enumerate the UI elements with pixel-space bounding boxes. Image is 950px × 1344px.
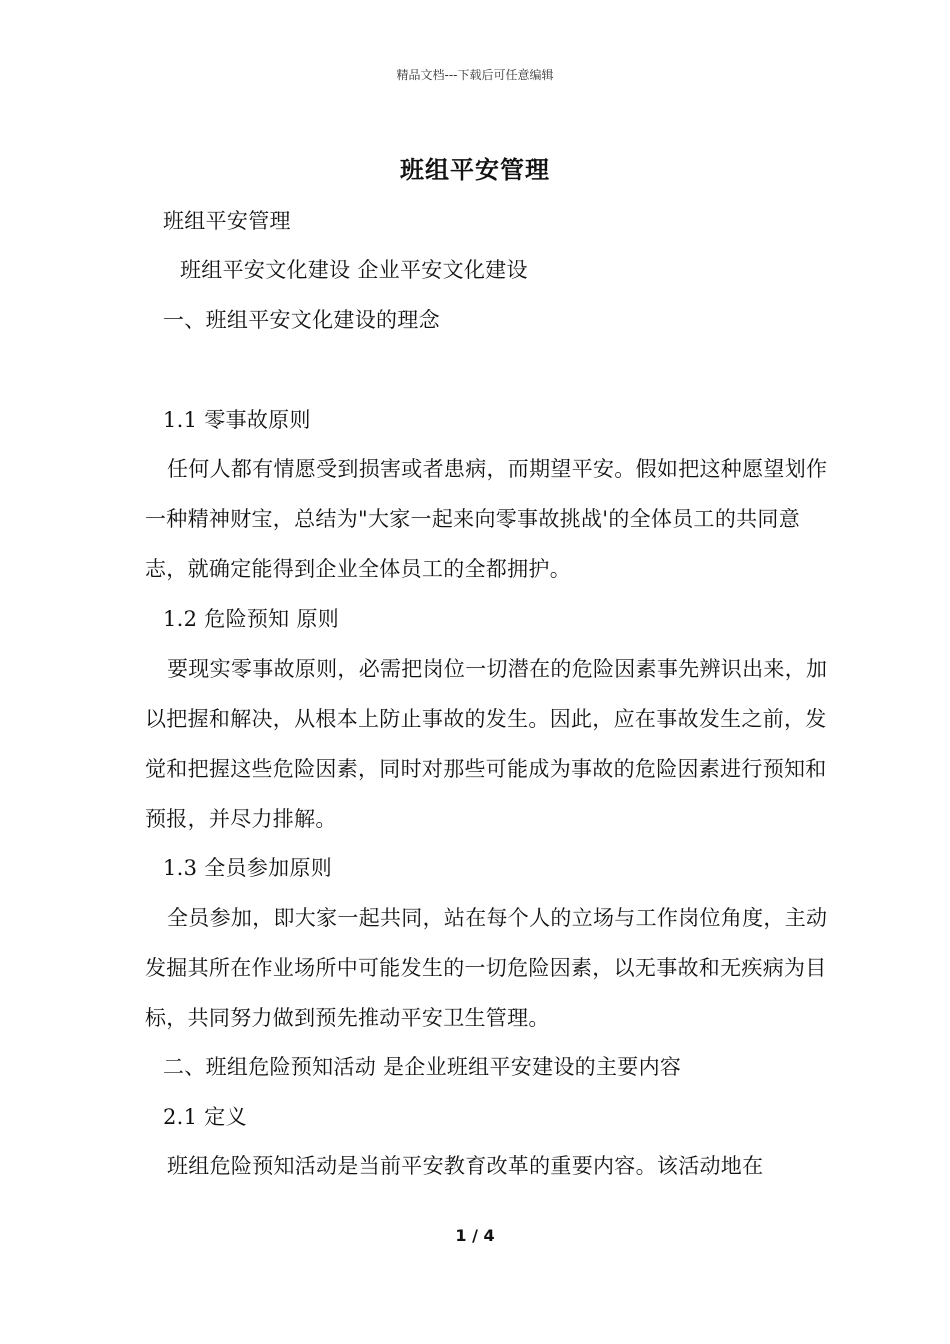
subsection-heading-2-1: 2.1 定义 [163, 1105, 247, 1129]
subsection-heading-1-1: 1.1 零事故原则 [163, 408, 311, 432]
subsection-heading-1-3: 1.3 全员参加原则 [163, 856, 333, 880]
paragraph-1-2: 要现实零事故原则，必需把岗位一切潜在的危险因素事先辨识出来，加以把握和解决，从根本上防止事故的发生。因此，应在事故发生之前，发觉和把握这些危险因素，同时对那些可能成为事故的危险因素进行预知和预报，并尽力排解。 [145, 657, 828, 831]
document-title: 班组平安管理 [400, 155, 550, 184]
section-heading-1: 一、班组平安文化建设的理念 [163, 308, 440, 332]
paragraph-2-1: 班组危险预知活动是当前平安教育改革的重要内容。该活动地在 [167, 1154, 764, 1178]
paragraph-1-1: 任何人都有情愿受到损害或者患病，而期望平安。假如把这种愿望划作一种精神财宝，总结为"大家一起来向零事故挑战'的全体员工的共同意志，就确定能得到企业全体员工的全都拥护。 [145, 457, 828, 581]
paragraph-heading-1: 班组平安管理 [163, 209, 291, 233]
paragraph-subtitle: 班组平安文化建设 企业平安文化建设 [180, 258, 528, 282]
page-header: 精品文档---下载后可任意编辑 [396, 68, 554, 82]
section-heading-2: 二、班组危险预知活动 是企业班组平安建设的主要内容 [163, 1055, 682, 1079]
page-number: 1 / 4 [455, 1226, 495, 1245]
paragraph-1-3: 全员参加，即大家一起共同，站在每个人的立场与工作岗位角度，主动发掘其所在作业场所中可能发生的一切危险因素，以无事故和无疾病为目标，共同努力做到预先推动平安卫生管理。 [145, 906, 828, 1030]
subsection-heading-1-2: 1.2 危险预知 原则 [163, 607, 340, 631]
